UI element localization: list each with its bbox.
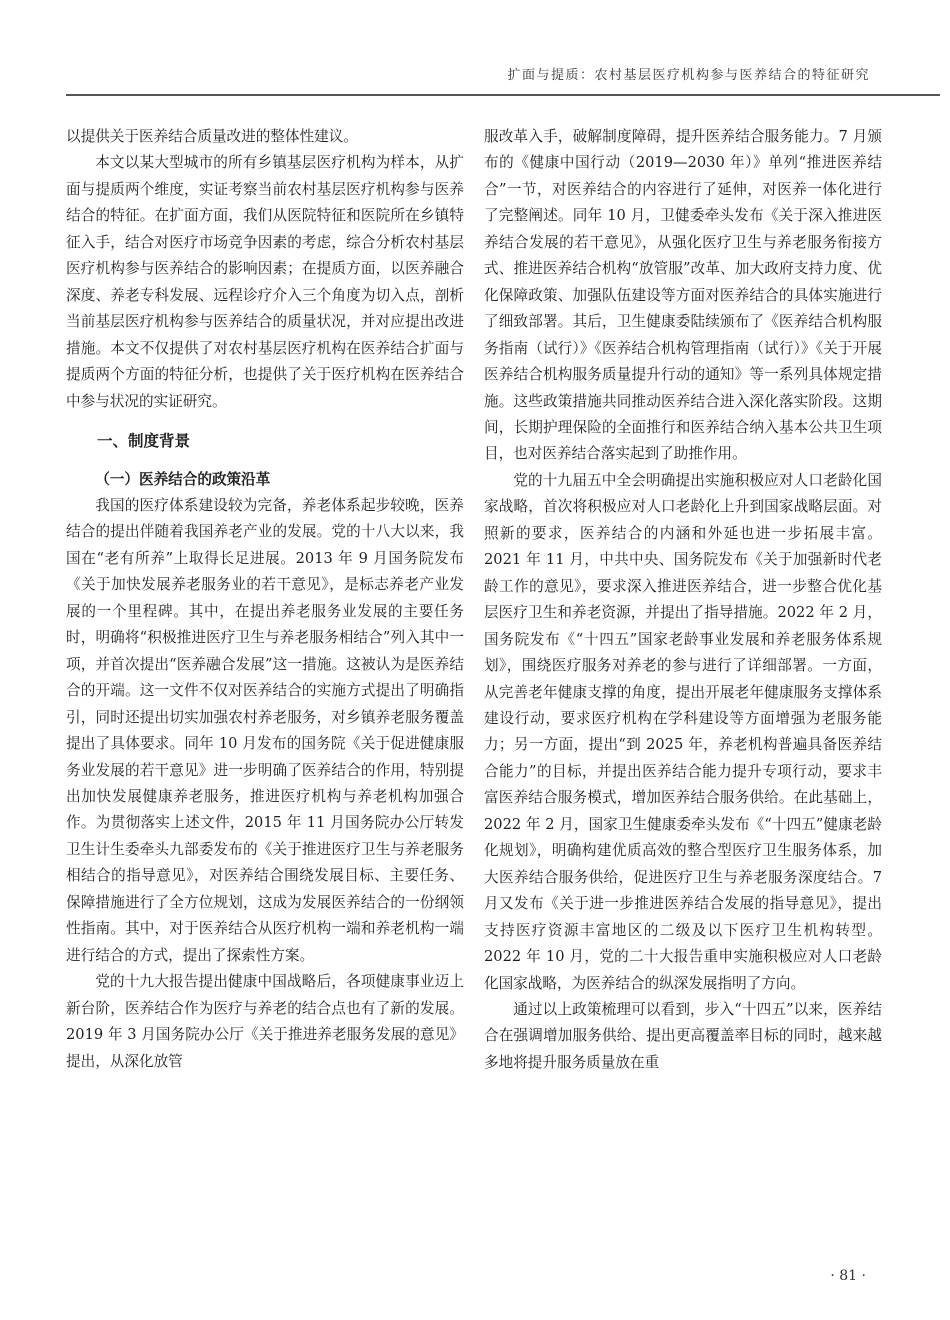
page-number: · 81 ·	[830, 1268, 866, 1284]
left-column	[66, 124, 464, 1075]
header-rule	[66, 94, 940, 96]
paragraph: 通过以上政策梳理可以看到，步入“十四五”以来，医养结合在强调增加服务供给、提出更高覆盖率目标的同时，越来越多地将提升服务质量放在重	[484, 1000, 882, 1071]
paragraph: 以提供关于医养结合质量改进的整体性建议。	[66, 128, 358, 145]
running-head: 扩面与提质：农村基层医疗机构参与医养结合的特征研究	[507, 68, 870, 83]
subsection-heading: （一）医养结合的政策沿革	[95, 470, 271, 488]
paragraph: 本文以某大型城市的所有乡镇基层医疗机构为样本，从扩面与提质两个维度，实证考察当前农村基层医疗机构参与医养结合的特征。在扩面方面，我们从医院特征和医院所在乡镇特征入手，结合对医疗市场竞争因素的考虑，综合分析农村基层医疗机构参与医养结合的影响因素；在提质方面，以医养融合深度、养老专科发展、远程诊疗介入三个角度为切入点，剖析当前基层医疗机构参与医养结合的质量状况，并对应提出改进措施。本文不仅提供了对农村基层医疗机构在医养结合扩面与提质两个方面的特征分析，也提供了关于医疗机构在医养结合中参与状况的实证研究。	[66, 154, 464, 410]
paragraph: 我国的医疗体系建设较为完备，养老体系起步较晚，医养结合的提出伴随着我国养老产业的发展。党的十八大以来，我国在“老有所养”上取得长足进展。2013 年 9 月国务院发布《关于加快发展养老服务业的若干意见》，是标志养老产业发展的一个里程碑。其中，在提出养老服务业发展的主要任务时，明确将“积极推进医疗卫生与养老服务相结合”列入其中一项，并首次提出“医养融合发展”这一措施。这被认为是医养结合的开端。这一文件不仅对医养结合的实施方式提出了明确指引，同时还提出切实加强农村养老服务，对乡镇养老服务覆盖提出了具体要求。同年 10 月发布的国务院《关于促进健康服务业发展的若干意见》进一步明确了医养结合的作用，特别提出加快发展健康养老服务，推进医疗机构与养老机构加强合作。为贯彻落实上述文件，2015 年 11 月国务院办公厅转发卫生计生委牵头九部委发布的《关于推进医疗卫生与养老服务相结合的指导意见》，对医养结合围绕发展目标、主要任务、保障措施进行了全方位规划，这成为发展医养结合的一份纲领性指南。其中，对于医养结合从医疗机构一端和养老机构一端进行结合的方式，提出了探索性方案。	[66, 496, 464, 964]
paragraph: 服改革入手，破解制度障碍，提升医养结合服务能力。7 月颁布的《健康中国行动（2019—2030 年）》单列“推进医养结合”一节，对医养结合的内容进行了延伸，对医养一体化进行了完整阐述。同年 10 月，卫健委牵头发布《关于深入推进医养结合发展的若干意见》，从强化医疗卫生与养老服务衔接方式、推进医养结合机构“放管服”改革、加大政府支持力度、优化保障政策、加强队伍建设等方面对医养结合的具体实施进行了细致部署。其后，卫生健康委陆续颁布了《医养结合机构服务指南（试行）》《医养结合机构管理指南（试行）》《关于开展医养结合机构服务质量提升行动的通知》等一系列具体规定措施。这些政策措施共同推动医养结合进入深化落实阶段。这期间，长期护理保险的全面推行和医养结合纳入基本公共卫生项目，也对医养结合落实起到了助推作用。	[484, 128, 882, 463]
paragraph: 党的十九大报告提出健康中国战略后，各项健康事业迈上新台阶，医养结合作为医疗与养老的结合点也有了新的发展。2019 年 3 月国务院办公厅《关于推进养老服务发展的意见》提出，从深化放管	[66, 973, 464, 1070]
right-column	[484, 124, 882, 1076]
section-heading: 一、制度背景	[97, 431, 191, 450]
paragraph: 党的十九届五中全会明确提出实施积极应对人口老龄化国家战略，首次将积极应对人口老龄化上升到国家战略层面。对照新的要求，医养结合的内涵和外延也进一步拓展丰富。2021 年 11 月，中共中央、国务院发布《关于加强新时代老龄工作的意见》，要求深入推进医养结合，进一步整合优化基层医疗卫生和养老资源，并提出了指导措施。2022 年 2 月，国务院发布《“十四五”国家老龄事业发展和养老服务体系规划》，围绕医疗服务对养老的参与进行了详细部署。一方面，从完善老年健康支撑的角度，提出开展老年健康服务支撑体系建设行动，要求医疗机构在学科建设等方面增强为老服务能力；另一方面，提出“到 2025 年，养老机构普遍具备医养结合能力”的目标，并提出医养结合能力提升专项行动，要求丰富医养结合服务模式，增加医养结合服务供给。在此基础上，2022 年 2 月，国家卫生健康委牵头发布《“十四五”健康老龄化规划》，明确构建优质高效的整合型医疗卫生服务体系，加大医养结合服务供给，促进医疗卫生与养老服务深度结合。7 月又发布《关于进一步推进医养结合发展的指导意见》，提出支持医疗资源丰富地区的二级及以下医疗卫生机构转型。2022 年 10 月，党的二十大报告重申实施积极应对人口老龄化国家战略，为医养结合的纵深发展指明了方向。	[484, 471, 882, 992]
